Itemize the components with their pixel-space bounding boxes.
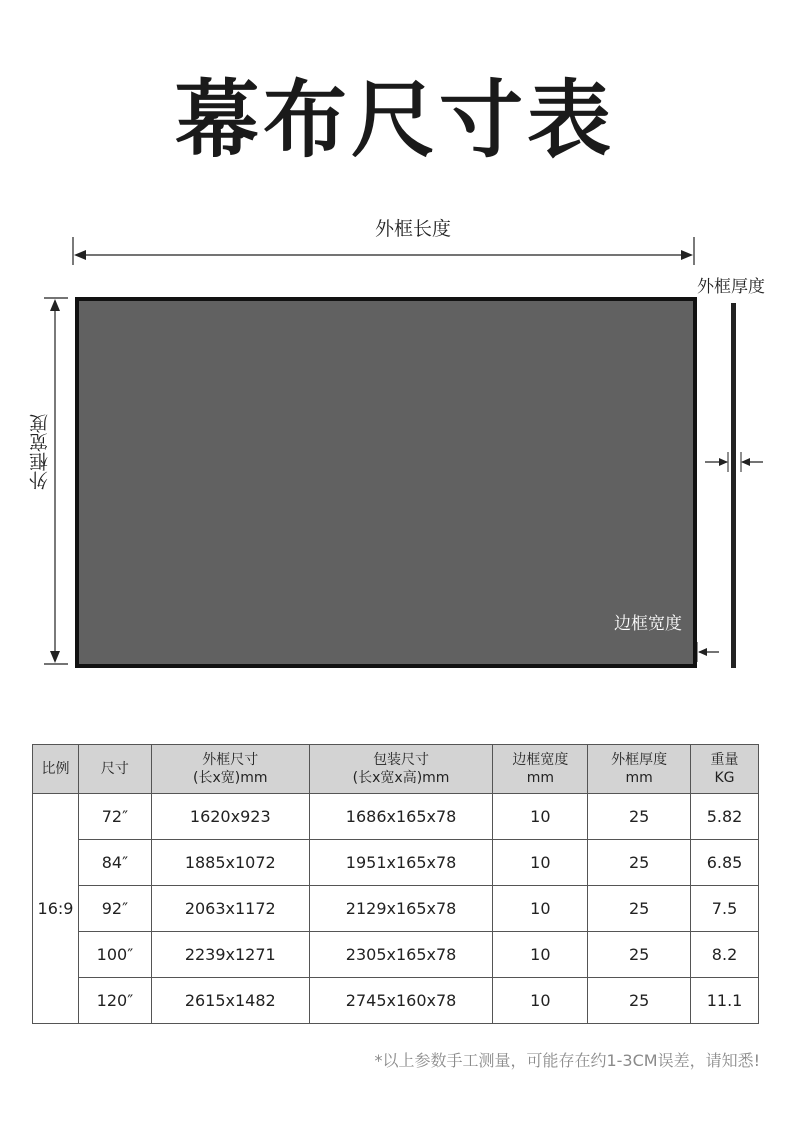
package-cell: 1686x165x78	[309, 794, 493, 840]
size-cell: 120″	[78, 978, 151, 1024]
thickness-cell: 25	[588, 840, 691, 886]
header-size: 尺寸	[78, 745, 151, 794]
outer-thickness-label: 外框厚度	[697, 277, 765, 297]
size-cell: 92″	[78, 886, 151, 932]
measurement-note: *以上参数手工测量，可能存在约1-3CM误差，请知悉!	[374, 1051, 760, 1070]
table-row	[33, 840, 759, 886]
header-frame-thickness: 外框厚度 mm	[588, 745, 691, 794]
frame-cell: 1620x923	[151, 794, 309, 840]
header-frame-size: 外框尺寸 (长x宽)mm	[151, 745, 309, 794]
weight-cell: 5.82	[691, 794, 759, 840]
header-ratio: 比例	[33, 745, 79, 794]
table-row	[33, 932, 759, 978]
package-cell: 1951x165x78	[309, 840, 493, 886]
weight-cell: 11.1	[691, 978, 759, 1024]
frame-cell: 2063x1172	[151, 886, 309, 932]
frame-cell: 2615x1482	[151, 978, 309, 1024]
outer-length-label: 外框长度	[375, 218, 452, 240]
border-cell: 10	[493, 840, 588, 886]
thickness-cell: 25	[588, 886, 691, 932]
table-header-row	[33, 745, 759, 794]
header-package-size: 包装尺寸 (长x宽x高)mm	[309, 745, 493, 794]
screen-frame	[75, 297, 697, 668]
size-cell: 100″	[78, 932, 151, 978]
weight-cell: 6.85	[691, 840, 759, 886]
header-border-width: 边框宽度 mm	[493, 745, 588, 794]
weight-cell: 7.5	[691, 886, 759, 932]
frame-side-profile	[731, 303, 736, 668]
border-cell: 10	[493, 932, 588, 978]
table-row	[33, 978, 759, 1024]
package-cell: 2305x165x78	[309, 932, 493, 978]
frame-cell: 2239x1271	[151, 932, 309, 978]
thickness-cell: 25	[588, 932, 691, 978]
thickness-cell: 25	[588, 794, 691, 840]
size-cell: 72″	[78, 794, 151, 840]
border-width-label: 边框宽度	[614, 614, 682, 634]
border-cell: 10	[493, 886, 588, 932]
border-cell: 10	[493, 794, 588, 840]
thickness-cell: 25	[588, 978, 691, 1024]
package-cell: 2129x165x78	[309, 886, 493, 932]
package-cell: 2745x160x78	[309, 978, 493, 1024]
outer-width-label: 外框宽度	[29, 414, 51, 490]
size-table	[32, 744, 759, 1024]
frame-cell: 1885x1072	[151, 840, 309, 886]
table-row	[33, 886, 759, 932]
table-row	[33, 794, 759, 840]
border-cell: 10	[493, 978, 588, 1024]
header-weight: 重量 KG	[691, 745, 759, 794]
ratio-cell: 16:9	[33, 794, 79, 1024]
page-title: 幕布尺寸表	[174, 71, 615, 169]
weight-cell: 8.2	[691, 932, 759, 978]
size-cell: 84″	[78, 840, 151, 886]
